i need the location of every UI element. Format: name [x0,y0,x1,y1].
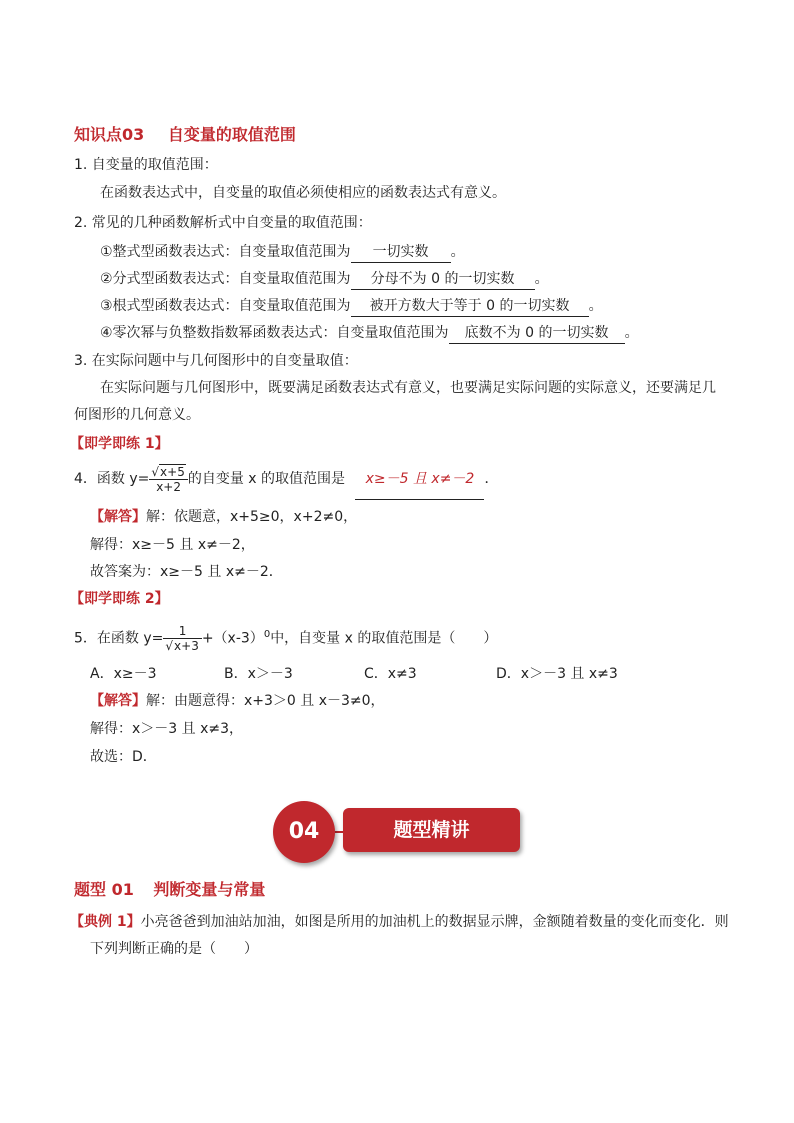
item-1-body: 在函数表达式中，自变量的取值必须使相应的函数表达式有意义。 [100,185,506,201]
solution-label: 【解答】 [90,509,146,525]
solution-label: 【解答】 [90,693,146,709]
section-code: 知识点03 [74,125,145,144]
practice-2-solution-line1 [90,691,385,711]
section-title: 自变量的取值范围 [167,125,296,144]
case-2-prefix: ②分式型函数表达式：自变量取值范围为 [100,271,351,287]
case-1 [100,242,465,263]
item-3-head: 3. 在实际问题中与几何图形中的自变量取值： [74,353,358,369]
type-code: 题型 01 [74,880,134,899]
example-text: 小亮爸爸到加油站加油，如图是所用的加油机上的数据显示牌，金额随着数量的变化而变化．则 [140,914,729,930]
type-title: 判断变量与常量 [153,880,266,899]
practice-1-fraction [149,465,187,494]
case-4 [100,323,639,344]
practice-1-solution-line1 [90,507,357,527]
type-heading [74,877,265,900]
practice-1-question [74,459,498,500]
item-3-body-line1: 在实际问题与几何图形中，既要满足函数表达式有意义，也要满足实际问题的实际意义，还要满足几 [100,380,716,396]
practice-2-exponent: 0 [263,629,271,640]
practice-1-label: 【即学即练 1】 [70,436,169,452]
option-a: A．x≥－3 [90,666,157,682]
item-2-head: 2. 常见的几种函数解析式中自变量的取值范围： [74,215,372,231]
practice-2-label: 【即学即练 2】 [70,591,169,607]
practice-2-prefix: 5．在函数 y= [74,630,164,647]
numerator-radicand: x+5 [160,464,185,479]
banner-title: 题型精讲 [343,808,520,852]
fraction-numerator: √x+5 [149,465,187,480]
case-3-period: 。 [588,298,603,314]
example-line1 [70,912,729,932]
practice-1-suffix: 的自变量 x 的取值范围是 [187,471,346,487]
practice-1-solution-line3: 故答案为：x≥－5 且 x≠－2． [90,564,283,580]
option-d: D．x＞－3 且 x≠3 [496,666,618,682]
case-1-period: 。 [450,244,465,260]
case-3 [100,296,603,317]
case-4-blank: 底数不为 0 的一切实数 [449,323,625,344]
case-2-blank: 分母不为 0 的一切实数 [351,269,535,290]
solution-text: 解：由题意得：x+3＞0 且 x－3≠0， [146,693,385,709]
fraction-denominator: x+2 [156,479,181,494]
denominator-radicand: x+3 [174,639,199,654]
banner-number-badge: 04 [273,801,335,863]
case-4-prefix: ④零次幂与负整数指数幂函数表达式：自变量取值范围为 [100,325,449,341]
practice-2-solution-line2: 解得：x＞－3 且 x≠3， [90,721,244,737]
practice-1-answer: x≥－5 且 x≠－2 [355,459,484,500]
practice-1-solution-line2: 解得：x≥－5 且 x≠－2， [90,537,255,553]
solution-text: 解：依题意，x+5≥0，x+2≠0， [146,509,358,525]
practice-1-dot: ． [484,471,499,487]
example-label: 【典例 1】 [70,914,141,930]
example-line2: 下列判断正确的是（ ） [90,941,258,957]
practice-2-mid: +（x-3） [201,630,264,647]
case-3-prefix: ③根式型函数表达式：自变量取值范围为 [100,298,351,314]
option-c: C．x≠3 [364,666,417,682]
case-1-blank: 一切实数 [351,242,451,263]
case-3-blank: 被开方数大于等于 0 的一切实数 [351,296,589,317]
practice-2-question [74,615,497,659]
fraction-denominator: √x+3 [165,639,199,654]
practice-1-prefix: 4．函数 y= [74,471,150,487]
practice-2-suffix: 中，自变量 x 的取值范围是（ ） [270,630,498,647]
case-2 [100,269,549,290]
case-4-period: 。 [624,325,639,341]
practice-2-fraction [163,624,201,653]
practice-2-solution-line3: 故选：D． [90,749,157,765]
section-heading [74,122,296,145]
item-1-head: 1. 自变量的取值范围： [74,157,218,173]
item-3-body-line2: 何图形的几何意义。 [74,407,200,423]
case-2-period: 。 [534,271,549,287]
option-b: B．x＞－3 [224,666,293,682]
case-1-prefix: ①整式型函数表达式：自变量取值范围为 [100,244,351,260]
fraction-numerator: 1 [163,624,201,639]
